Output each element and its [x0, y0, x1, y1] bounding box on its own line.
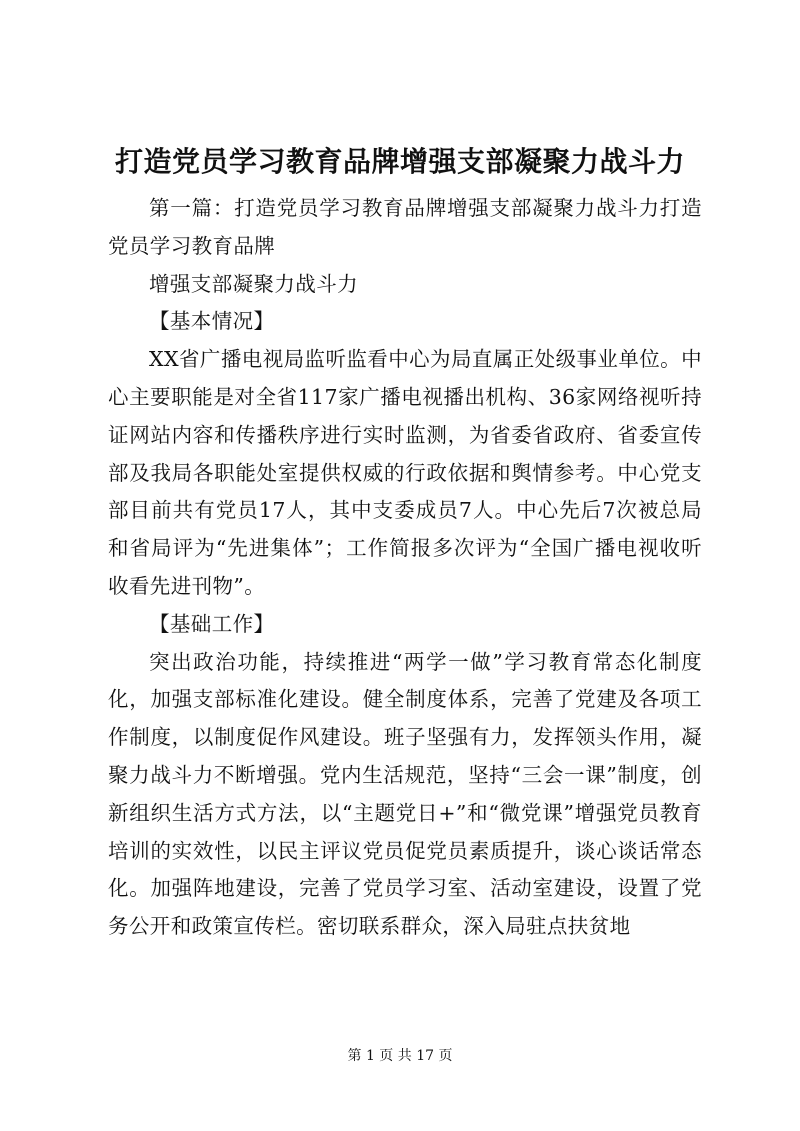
document-body: [108, 190, 702, 946]
document-title: 打造党员学习教育品牌增强支部凝聚力战斗力: [114, 145, 685, 178]
paragraph-foundation-work: 突出政治功能，持续推进“两学一做”学习教育常态化制度化，加强支部标准化建设。健全制度体系，完善了党建及各项工作制度，以制度促作风建设。班子坚强有力，发挥领头作用，凝聚力战斗力不断增强。党内生活规范，坚持“三会一课”制度，创新组织生活方式方法，以“主题党日+”和“微党课”增强党员教育培训的实效性，以民主评议党员促党员素质提升，谈心谈话常态化。加强阵地建设，完善了党员学习室、活动室建设，设置了党务公开和政策宣传栏。密切联系群众，深入局驻点扶贫地: [108, 649, 702, 939]
page-number: 第 1 页 共 17 页: [347, 1048, 453, 1064]
page-footer: [0, 1046, 800, 1066]
paragraph-subtitle: 增强支部凝聚力战斗力: [149, 271, 358, 296]
section-heading-foundation-work: 【基础工作】: [149, 611, 275, 636]
paragraph-basic-info: XX省广播电视局监听监看中心为局直属正处级事业单位。中心主要职能是对全省117家广播电视播出机构、36家网络视听持证网站内容和传播秩序进行实时监测，为省委省政府、省委宣传部及我局各职能处室提供权威的行政依据和舆情参考。中心党支部目前共有党员17人，其中支委成员7人。中心先后7次被总局和省局评为“先进集体”；工作简报多次评为“全国广播电视收听收看先进刊物”。: [108, 347, 702, 598]
section-heading-basic-info: 【基本情况】: [149, 309, 275, 334]
paragraph-chapter-heading: 第一篇：打造党员学习教育品牌增强支部凝聚力战斗力打造党员学习教育品牌: [108, 196, 702, 258]
